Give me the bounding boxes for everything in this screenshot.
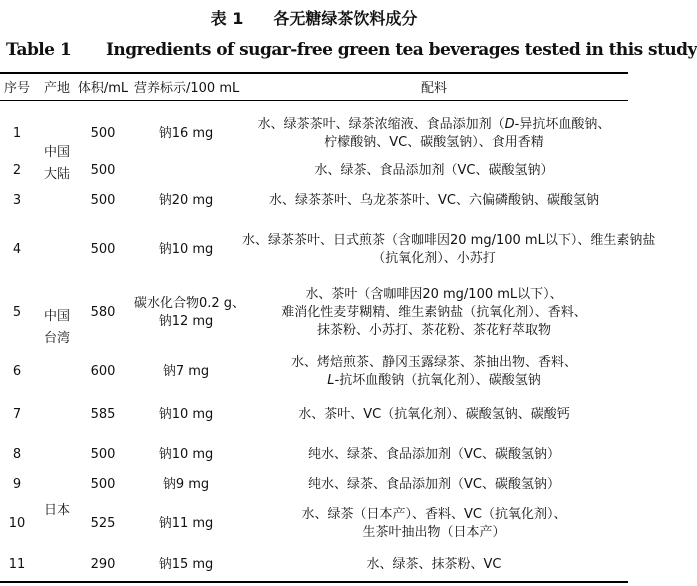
ingredient-line: 生茶叶抽出物（日本产） <box>362 525 506 540</box>
row-no: 5 <box>12 305 22 320</box>
row-nutrition <box>134 125 238 143</box>
ingredient-line: 抹茶粉、小苏打、茶花粉、茶花籽萃取物 <box>316 323 551 338</box>
row-nutrition <box>134 556 238 574</box>
chemical-prefix: L <box>327 373 335 388</box>
row-ingredients <box>242 506 626 542</box>
ingredient-line: 水、茶叶（含咖啡因20 mg/100 mL以下）、 <box>305 287 563 302</box>
nutrition-line: 钠10 mg <box>158 407 214 422</box>
ingredient-line: 水、绿茶、食品添加剂（VC、碳酸氢钠） <box>314 163 554 178</box>
table-header-rule <box>0 100 628 101</box>
header-origin: 产地 <box>43 81 70 96</box>
row-ingredients <box>242 476 626 494</box>
table-label-cn: 表 1 <box>210 9 244 28</box>
header-no: 序号 <box>3 81 30 96</box>
row-nutrition <box>134 476 238 494</box>
row-nutrition <box>134 295 246 331</box>
ingredient-line: 柠檬酸钠、VC、碳酸氢钠）、食用香精 <box>324 135 544 150</box>
table-top-rule <box>0 72 628 74</box>
row-volume: 525 <box>90 516 116 531</box>
header-nutrition: 营养标示/100 mL <box>134 81 240 96</box>
row-ingredients <box>242 286 626 340</box>
row-volume: 580 <box>90 305 116 320</box>
row-no: 2 <box>12 163 22 178</box>
row-volume: 500 <box>90 126 116 141</box>
ingredient-line: L-抗坏血酸钠（抗氧化剂）、碳酸氢钠 <box>327 373 541 388</box>
ingredient-line: 水、绿茶（日本产）、香料、VC（抗氧化剂）、 <box>301 507 567 522</box>
row-volume: 500 <box>90 193 116 208</box>
row-nutrition <box>134 192 238 210</box>
table-bottom-rule <box>0 581 628 583</box>
row-volume: 585 <box>90 407 116 422</box>
row-no: 7 <box>12 407 22 422</box>
row-no: 10 <box>8 516 26 531</box>
nutrition-line: 钠15 mg <box>158 557 214 572</box>
table-title-en: Ingredients of sugar-free green tea beverages tested in this study <box>106 40 697 60</box>
nutrition-line: 钠11 mg <box>158 516 214 531</box>
table-label-en: Table 1 <box>6 40 72 60</box>
origin-taiwan: 中国 台湾 <box>43 309 70 346</box>
table-caption-cn <box>0 6 628 29</box>
ingredient-line: 难消化性麦芽糊精、维生素钠盐（抗氧化剂）、香料、 <box>281 305 587 320</box>
row-nutrition <box>134 406 238 424</box>
table-caption-en <box>6 40 697 60</box>
ingredient-line: 水、绿茶茶叶、日式煎茶（含咖啡因20 mg/100 mL以下）、维生素钠盐 <box>242 233 656 248</box>
ingredient-line: 水、绿茶茶叶、乌龙茶茶叶、VC、六偏磷酸钠、碳酸氢钠 <box>269 193 599 208</box>
row-no: 9 <box>12 477 22 492</box>
nutrition-line: 钠10 mg <box>158 242 214 257</box>
row-volume: 500 <box>90 163 116 178</box>
ingredient-line: 纯水、绿茶、食品添加剂（VC、碳酸氢钠） <box>308 447 560 462</box>
row-ingredients <box>242 162 626 180</box>
row-nutrition <box>134 515 238 533</box>
row-ingredients <box>242 232 656 268</box>
row-nutrition <box>134 446 238 464</box>
nutrition-line: 钠10 mg <box>158 447 214 462</box>
row-no: 3 <box>12 193 22 208</box>
ingredient-line: 纯水、绿茶、食品添加剂（VC、碳酸氢钠） <box>308 477 560 492</box>
origin-japan: 日本 <box>43 503 70 518</box>
nutrition-line: 钠16 mg <box>158 126 214 141</box>
ingredient-line: 水、绿茶茶叶、绿茶浓缩液、食品添加剂（D-异抗坏血酸钠、 <box>257 117 611 132</box>
ingredient-line: 水、绿茶、抹茶粉、VC <box>366 557 502 572</box>
row-ingredients <box>242 354 626 390</box>
row-volume: 500 <box>90 477 116 492</box>
origin-mainland: 中国 大陆 <box>43 145 70 182</box>
nutrition-line: 钠12 mg <box>158 314 214 329</box>
row-volume: 500 <box>90 447 116 462</box>
row-no: 8 <box>12 447 22 462</box>
chemical-prefix: D <box>504 117 515 132</box>
nutrition-line: 钠9 mg <box>162 477 210 492</box>
ingredient-line: （抗氧化剂）、小苏打 <box>372 251 496 266</box>
nutrition-line: 碳水化合物0.2 g、 <box>134 296 246 311</box>
nutrition-line: 钠20 mg <box>158 193 214 208</box>
ingredient-line: 水、茶叶、VC（抗氧化剂）、碳酸氢钠、碳酸钙 <box>298 407 570 422</box>
row-no: 1 <box>12 126 22 141</box>
row-volume: 500 <box>90 242 116 257</box>
nutrition-line: 钠7 mg <box>162 364 210 379</box>
row-no: 6 <box>12 364 22 379</box>
header-volume: 体积/mL <box>77 81 129 96</box>
row-volume: 600 <box>90 364 116 379</box>
row-nutrition <box>134 363 238 381</box>
ingredient-line: 水、烤焙煎茶、静冈玉露绿茶、茶抽出物、香料、 <box>290 355 577 370</box>
row-volume: 290 <box>90 557 116 572</box>
row-ingredients <box>242 556 626 574</box>
row-no: 4 <box>12 242 22 257</box>
row-nutrition <box>134 241 238 259</box>
row-ingredients <box>242 192 626 210</box>
row-no: 11 <box>8 557 26 572</box>
row-ingredients <box>242 406 626 424</box>
header-ingredients: 配料 <box>420 81 447 96</box>
row-ingredients <box>242 116 626 152</box>
row-ingredients <box>242 446 626 464</box>
table-title-cn: 各无糖绿茶饮料成分 <box>273 9 418 28</box>
